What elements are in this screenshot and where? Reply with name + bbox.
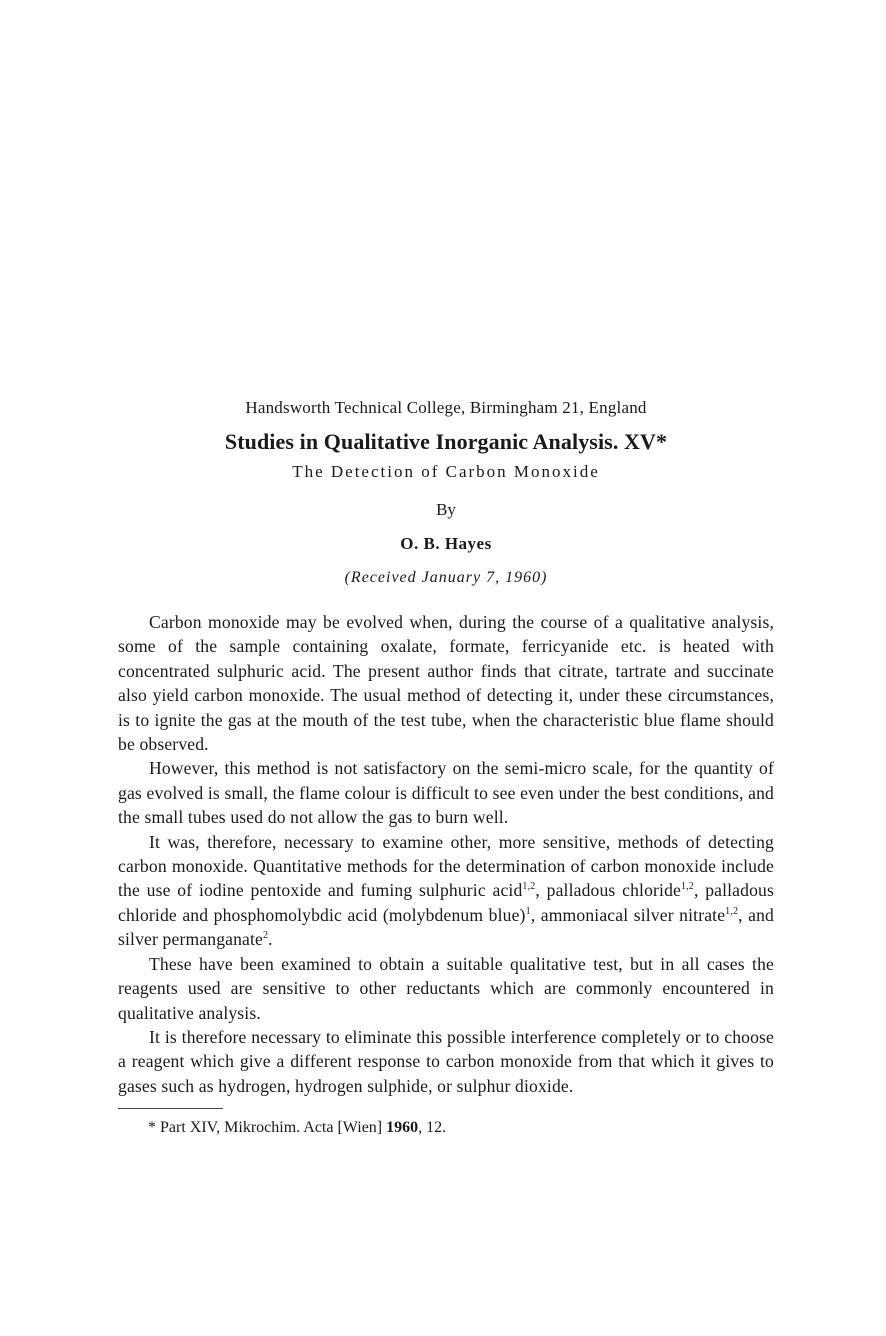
citation-ref: 2	[263, 930, 269, 942]
footnote-rule	[118, 1108, 223, 1109]
footnote	[148, 1117, 774, 1139]
paragraph-5: It is therefore necessary to eliminate this possible interference completely or to choose a reagent which give a different response to carbon monoxide from that which it gives to gases such as hydrogen, hydrogen sulphide, or sulphur dioxide.	[118, 1026, 774, 1096]
paper-subtitle: The Detection of Carbon Monoxide	[292, 462, 600, 481]
p3-text-3: , palladous chloride and phosphomolybdic acid (molybdenum blue)	[118, 880, 774, 925]
p3-text-1: It was, therefore, necessary to examine other, more sensitive, methods of detecting carbon monoxide. Quantitative methods for the determination of carbon monoxide include the use of iodine pentoxide and fuming sulphuric acid	[118, 831, 774, 901]
paragraph-3	[118, 830, 774, 952]
p3-text-5: , and silver permanganate	[118, 904, 775, 950]
p3-text-2: , palladous chloride	[535, 880, 681, 901]
citation-ref: 1,2	[680, 881, 694, 893]
paragraph-1: Carbon monoxide may be evolved when, during the course of a qualitative analysis, some of the sample containing oxalate, formate, ferricyanide etc. is heated with concentrated sulphuric acid. The present author finds that citrate, tartrate and succinate also yield carbon monoxide. The usual method of detecting it, under these circumstances, is to ignite the gas at the mouth of the test tube, when the characteristic blue flame should be observed.	[118, 612, 774, 755]
footnote-page: , 12.	[418, 1119, 447, 1137]
paragraph-2: However, this method is not satisfactory on the semi-micro scale, for the quantity of gas evolved is small, the flame colour is difficult to see even under the best conditions, and the small tubes used do not allow the gas to burn well.	[118, 758, 774, 828]
received-date: (Received January 7, 1960)	[344, 569, 548, 586]
footnote-year: 1960	[386, 1119, 419, 1137]
citation-ref: 1,2	[522, 881, 536, 893]
paragraph-4: These have been examined to obtain a suitable qualitative test, but in all cases the reagents used are sensitive to other reductants which are commonly encountered in qualitative analysis.	[118, 953, 774, 1023]
citation-ref: 1	[525, 905, 531, 917]
affiliation: Handsworth Technical College, Birmingham 21, England	[245, 398, 647, 417]
paper-title: Studies in Qualitative Inorganic Analysis. XV*	[224, 429, 668, 454]
p3-text-6: .	[268, 929, 273, 950]
citation-ref: 1,2	[725, 905, 739, 917]
body-text	[118, 610, 774, 1098]
p3-text-4: , ammoniacal silver nitrate	[530, 904, 726, 925]
footnote-text: Part XIV, Mikrochim. Acta [Wien]	[156, 1119, 387, 1137]
author-name: O. B. Hayes	[400, 534, 492, 553]
footnote-marker: *	[148, 1119, 156, 1137]
byline-label: By	[436, 500, 456, 519]
paper-page	[118, 394, 774, 1139]
